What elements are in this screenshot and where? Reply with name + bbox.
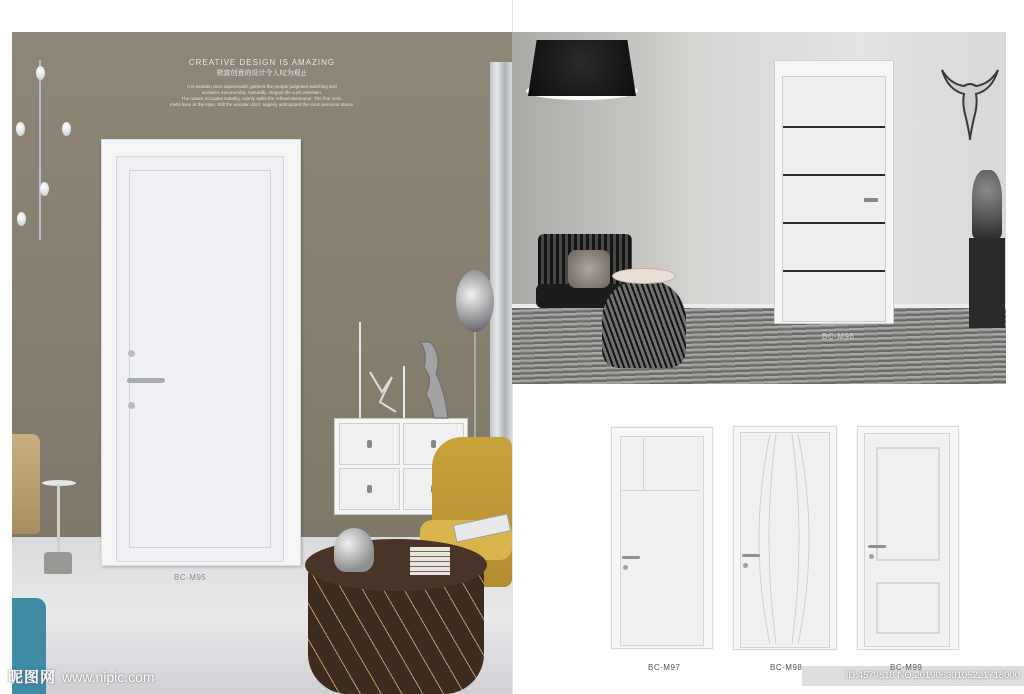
intro-line: melts lives at the style. Still the wooden door, eagerly anticipated the room personal status. xyxy=(169,102,355,107)
chandelier-bulb xyxy=(16,122,25,136)
door-upper-panel xyxy=(876,447,940,561)
thumbnail-caption: BC-M97 xyxy=(648,663,681,672)
intro-line: It is wooden door supermodel, gathers the people judgment watching and xyxy=(187,84,337,89)
heading-cn: 极富创意的设计令人叹为观止 xyxy=(216,70,308,77)
header-block xyxy=(12,58,512,108)
door-handle xyxy=(868,545,886,548)
thumbnail-caption: BC-M98 xyxy=(770,663,803,672)
drawer-knob xyxy=(367,485,372,493)
intro-line: The nature occupies suitably, calmly splits the refined demeanor. The fine color, xyxy=(181,96,343,101)
pillow xyxy=(568,250,610,288)
door-lock-icon xyxy=(743,563,748,568)
door-lock-icon xyxy=(128,350,135,357)
door-lower-panel xyxy=(876,582,940,634)
thumbnail-caption: BC-M99 xyxy=(890,663,923,672)
coffee-table-top xyxy=(305,539,487,591)
door-groove xyxy=(783,270,885,272)
watermark-site-name: 昵图网 xyxy=(8,669,57,686)
door-lock-icon xyxy=(623,565,628,570)
sculpture xyxy=(972,170,1002,238)
kettle xyxy=(334,528,374,572)
cabinet-drawer xyxy=(339,423,400,465)
door-handle xyxy=(742,554,760,557)
door-lock-icon xyxy=(128,402,135,409)
watermark-url: www.nipic.com xyxy=(62,669,155,685)
watermark-id: ID:4579818 NO:20190630105221718000 xyxy=(802,666,1024,686)
cabinet-drawer xyxy=(339,468,400,510)
door-groove xyxy=(783,126,885,128)
book-stack xyxy=(410,547,450,575)
door-handle xyxy=(127,378,165,383)
watermark-logo xyxy=(8,666,218,688)
drawer-knob xyxy=(367,440,372,448)
bowl xyxy=(612,268,676,284)
left-page-photo xyxy=(12,32,512,694)
door-caption: BC-M96 xyxy=(822,332,855,341)
intro-paragraph xyxy=(142,84,382,108)
door-handle xyxy=(864,198,878,202)
candle-sculptures xyxy=(342,322,462,420)
door-curve-pattern xyxy=(740,432,828,646)
door-caption: BC-M95 xyxy=(174,573,207,582)
door-panel xyxy=(129,170,271,548)
door-groove xyxy=(783,174,885,176)
intro-line: acclaims innumerably. Naturally, elegant life such entertain. xyxy=(201,90,323,95)
wire-side-table xyxy=(602,280,686,368)
right-page-photo xyxy=(512,32,1006,384)
bull-skull-icon xyxy=(940,62,1000,144)
side-table-base xyxy=(44,552,72,574)
pedestal xyxy=(969,238,1005,328)
side-table-leg xyxy=(57,484,60,554)
side-chair xyxy=(12,434,40,534)
door-lock-icon xyxy=(869,554,874,559)
door-handle xyxy=(622,556,640,559)
door-panel xyxy=(644,438,700,491)
carpet-floor xyxy=(512,308,1006,384)
pendant-lamp xyxy=(528,40,636,96)
chandelier-bulb xyxy=(17,212,26,226)
door-panel xyxy=(622,438,644,491)
chandelier-bulb xyxy=(40,182,49,196)
door-groove xyxy=(783,222,885,224)
chandelier-bulb xyxy=(62,122,71,136)
heading-en: CREATIVE DESIGN IS AMAZING xyxy=(188,58,336,67)
drawer-knob xyxy=(431,440,436,448)
floor-lamp-shade xyxy=(456,270,494,332)
